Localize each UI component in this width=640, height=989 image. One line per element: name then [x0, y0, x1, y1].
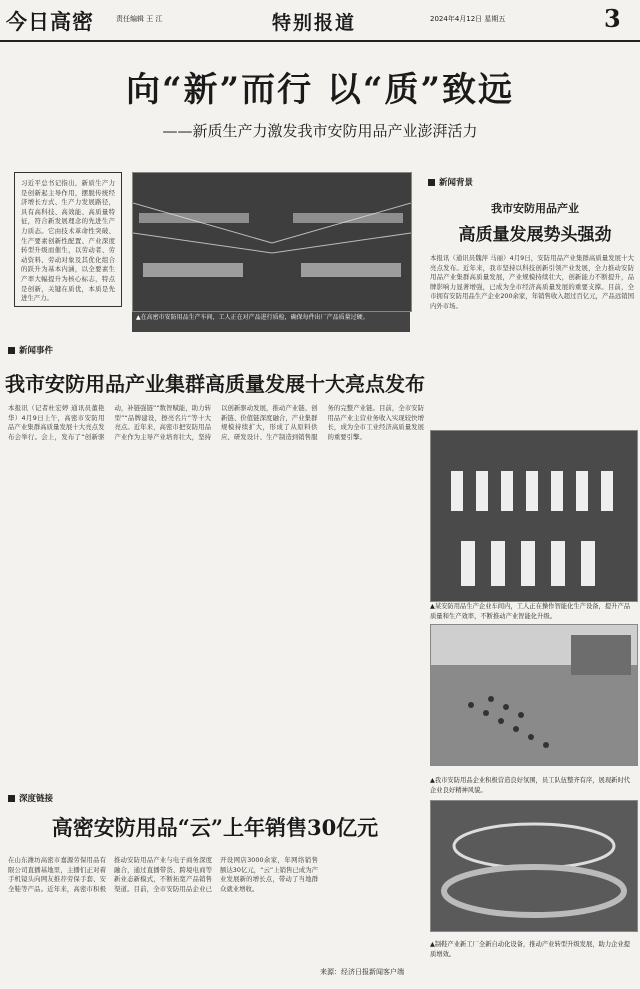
tag-label: 新闻背景	[439, 178, 474, 188]
factory-photo-art	[133, 173, 411, 311]
tag-deep-link	[8, 792, 53, 804]
tag-square-icon	[8, 347, 15, 354]
gloves-photo-caption: ▲某安防用品生产企业车间内，工人正在操作智能化生产设备，提升产品质量和生产效率，不断推动产业智能化升级。	[430, 603, 631, 620]
gloves-photo-art	[431, 431, 637, 601]
machine-photo	[430, 800, 638, 932]
lead-subhead: ——新质生产力激发我市安防用品产业澎湃活力	[162, 122, 478, 140]
story1-title: 我市安防用品产业集群高质量发展十大亮点发布	[5, 372, 425, 396]
tag-news-event	[8, 344, 53, 356]
news-bg-kicker: 我市安防用品产业	[491, 202, 579, 215]
page-number: 3	[604, 4, 621, 33]
lead-photo-caption: ▲在高密市安防用品生产车间，工人正在对产品进行质检，确保每件出厂产品质量过硬。	[132, 312, 410, 332]
issue-date: 2024年4月12日 星期五	[430, 15, 506, 23]
tag-label: 新闻事件	[19, 346, 54, 356]
story1-text: 本报讯（记者杜宏婷 通讯员董艳华）4月9日上午，高密市安防用品产业集群高质量发展十大亮点发布会举行。会上，发布了“创新驱动，补链强链”“数智赋能，助力转型”“品牌建设，擦亮名片”等十大亮点。近年来，高密市把安防用品产业作为主导产业培育壮大，坚持以创新驱动发展，推动产业链、创新链、价值链深度融合，产业集群规模持续扩大，形成了从原料供应、研发设计、生产制造到销售服务的完整产业链。目前，全市安防用品产业主营业务收入实现较快增长，成为全市工业经济高质量发展的重要引擎。	[8, 404, 424, 441]
newspaper-name: 今日高密	[6, 9, 94, 34]
intro-box	[14, 172, 122, 307]
machine-photo-art	[431, 801, 637, 931]
workers-photo-art	[431, 625, 637, 765]
intro-text: 习近平总书记指出，新质生产力是创新起主导作用，摆脱传统经济增长方式、生产力发展路径，具有高科技、高效能、高质量特征，符合新发展理念的先进生产力质态。它由技术革命性突破、生产要素创新性配置、产业深度转型升级而催生，以劳动者、劳动资料、劳动对象及其优化组合的跃升为基本内涵，以全要素生产率大幅提升为核心标志，特点是创新，关键在质优，本质是先进生产力。	[21, 179, 115, 303]
source-line: 来源：经济日报新闻客户端	[320, 968, 404, 976]
story2-title: 高密安防用品“云”上年销售30亿元	[51, 815, 379, 840]
tag-square-icon	[428, 179, 435, 186]
editor-line: 责任编辑 王 江	[116, 15, 163, 23]
workers-photo	[430, 624, 638, 766]
story2-text: 在山东潍坊高密市嘉源劳保用品有限公司直播基地里，主播们正对着手机镜头向网友推荐劳保手套、安全鞋等产品。近年来，高密市积极推动安防用品产业与电子商务深度融合，通过直播带货、跨境电商等新业态新模式，不断拓宽产品销售渠道。目前，全市安防用品企业已开设网店3000余家，年网络销售额达30亿元，“云”上销售已成为产业发展新的增长点，带动了当地群众就业增收。	[8, 856, 318, 893]
tag-news-background	[428, 176, 473, 188]
news-bg-text: 本报讯（通讯员魏萍 马丽）4月9日，安防用品产业集群高质量发展十大亮点发布。近年来，我市坚持以科技创新引领产业发展，全力推动安防用品产业集群高质量发展，产业规模持续壮大，创新能力不断提升，品牌影响力显著增强，已成为全市经济高质量发展的重要支撑。目前，全市拥有安防用品生产企业200余家，年销售收入超过百亿元，产品远销国内外市场。	[430, 254, 634, 310]
tag-label: 深度链接	[19, 794, 54, 804]
section-title: 特别报道	[272, 12, 357, 34]
news-bg-title: 高质量发展势头强劲	[458, 225, 612, 245]
masthead	[0, 0, 640, 42]
machine-photo-caption: ▲制鞋产业新工厂全新自动化设备，推动产业转型升级发展，助力企业提质增效。	[430, 941, 631, 958]
factory-photo	[132, 172, 412, 312]
gloves-photo	[430, 430, 638, 602]
workers-photo-caption: ▲我市安防用品企业积极营造良好氛围，员工队伍整齐有序，展现新时代企业良好精神风貌。	[430, 777, 631, 794]
tag-square-icon	[8, 795, 15, 802]
lead-headline: 向“新”而行 以“质”致远	[125, 70, 515, 110]
